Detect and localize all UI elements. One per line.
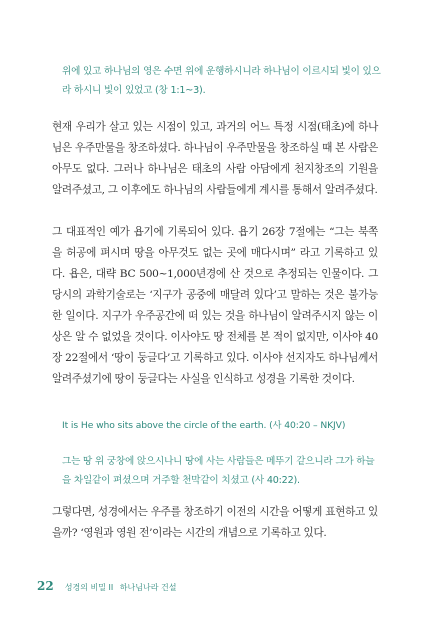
chapter-title: 하나님나라 건설 bbox=[119, 583, 177, 592]
scripture-quote-genesis: 위에 있고 하나님의 영은 수면 위에 운행하시니라 하나님이 이르시되 빛이 있으라 하시니 빛이 있었고 (창 1:1~3). bbox=[62, 66, 381, 96]
page-footer bbox=[37, 575, 176, 594]
book-title: 성경의 비밀 II bbox=[64, 583, 114, 592]
running-head bbox=[65, 583, 177, 592]
paragraph-creation-revelation: 현재 우리가 살고 있는 시점이 있고, 과거의 어느 특정 시점(태초)에 하나님은 우주만물을 창조하셨다. 하나님이 우주만물을 창조하실 때 본 사람은 아무도 없다. 그러나 하나님은 태초의 사람 아담에게 천지창조의 기원을 알려주셨고, 그 이후에도 하나님의 사람들에게 계시를 통해서 알려주셨다. bbox=[52, 121, 378, 196]
paragraph-job-isaiah-example: 그 대표적인 예가 욥기에 기록되어 있다. 욥기 26장 7절에는 “그는 북쪽을 허공에 펴시며 땅을 아무것도 없는 곳에 매다시며” 라고 기록하고 있다. 욥은, 대략 BC 500~1,000년경에 산 것으로 추정되는 인물이다. 그 당시의 과학기술로는 ‘지구가 공중에 매달려 있다’고 말하는 것은 불가능한 일이다. 지구가 우주공간에 떠 있는 것을 하나님이 알려주시지 않는 이상은 알 수 없었을 것이다. 이사야도 땅 전체를 본 적이 없지만, 이사야 40장 22절에서 ‘땅이 둥글다’고 기록하고 있다. 이사야 선지자도 하나님께서 알려주셨기에 땅이 둥글다는 사실을 인식하고 성경을 기록한 것이다. bbox=[52, 226, 378, 385]
scripture-quote-english: It is He who sits above the circle of the earth. (사 40:20 – NKJV) bbox=[62, 420, 346, 431]
page-number: 22 bbox=[37, 579, 54, 593]
scripture-quote-isaiah: 그는 땅 위 궁창에 앉으시나니 땅에 사는 사람들은 메뚜기 같으니라 그가 하늘을 차일같이 펴셨으며 거주할 천막같이 치셨고 (사 40:22). bbox=[62, 456, 375, 486]
paragraph-eternity-concept: 그렇다면, 성경에서는 우주를 창조하기 이전의 시간을 어떻게 표현하고 있을까? ‘영원과 영원 전’이라는 시간의 개념으로 기록하고 있다. bbox=[52, 506, 378, 539]
